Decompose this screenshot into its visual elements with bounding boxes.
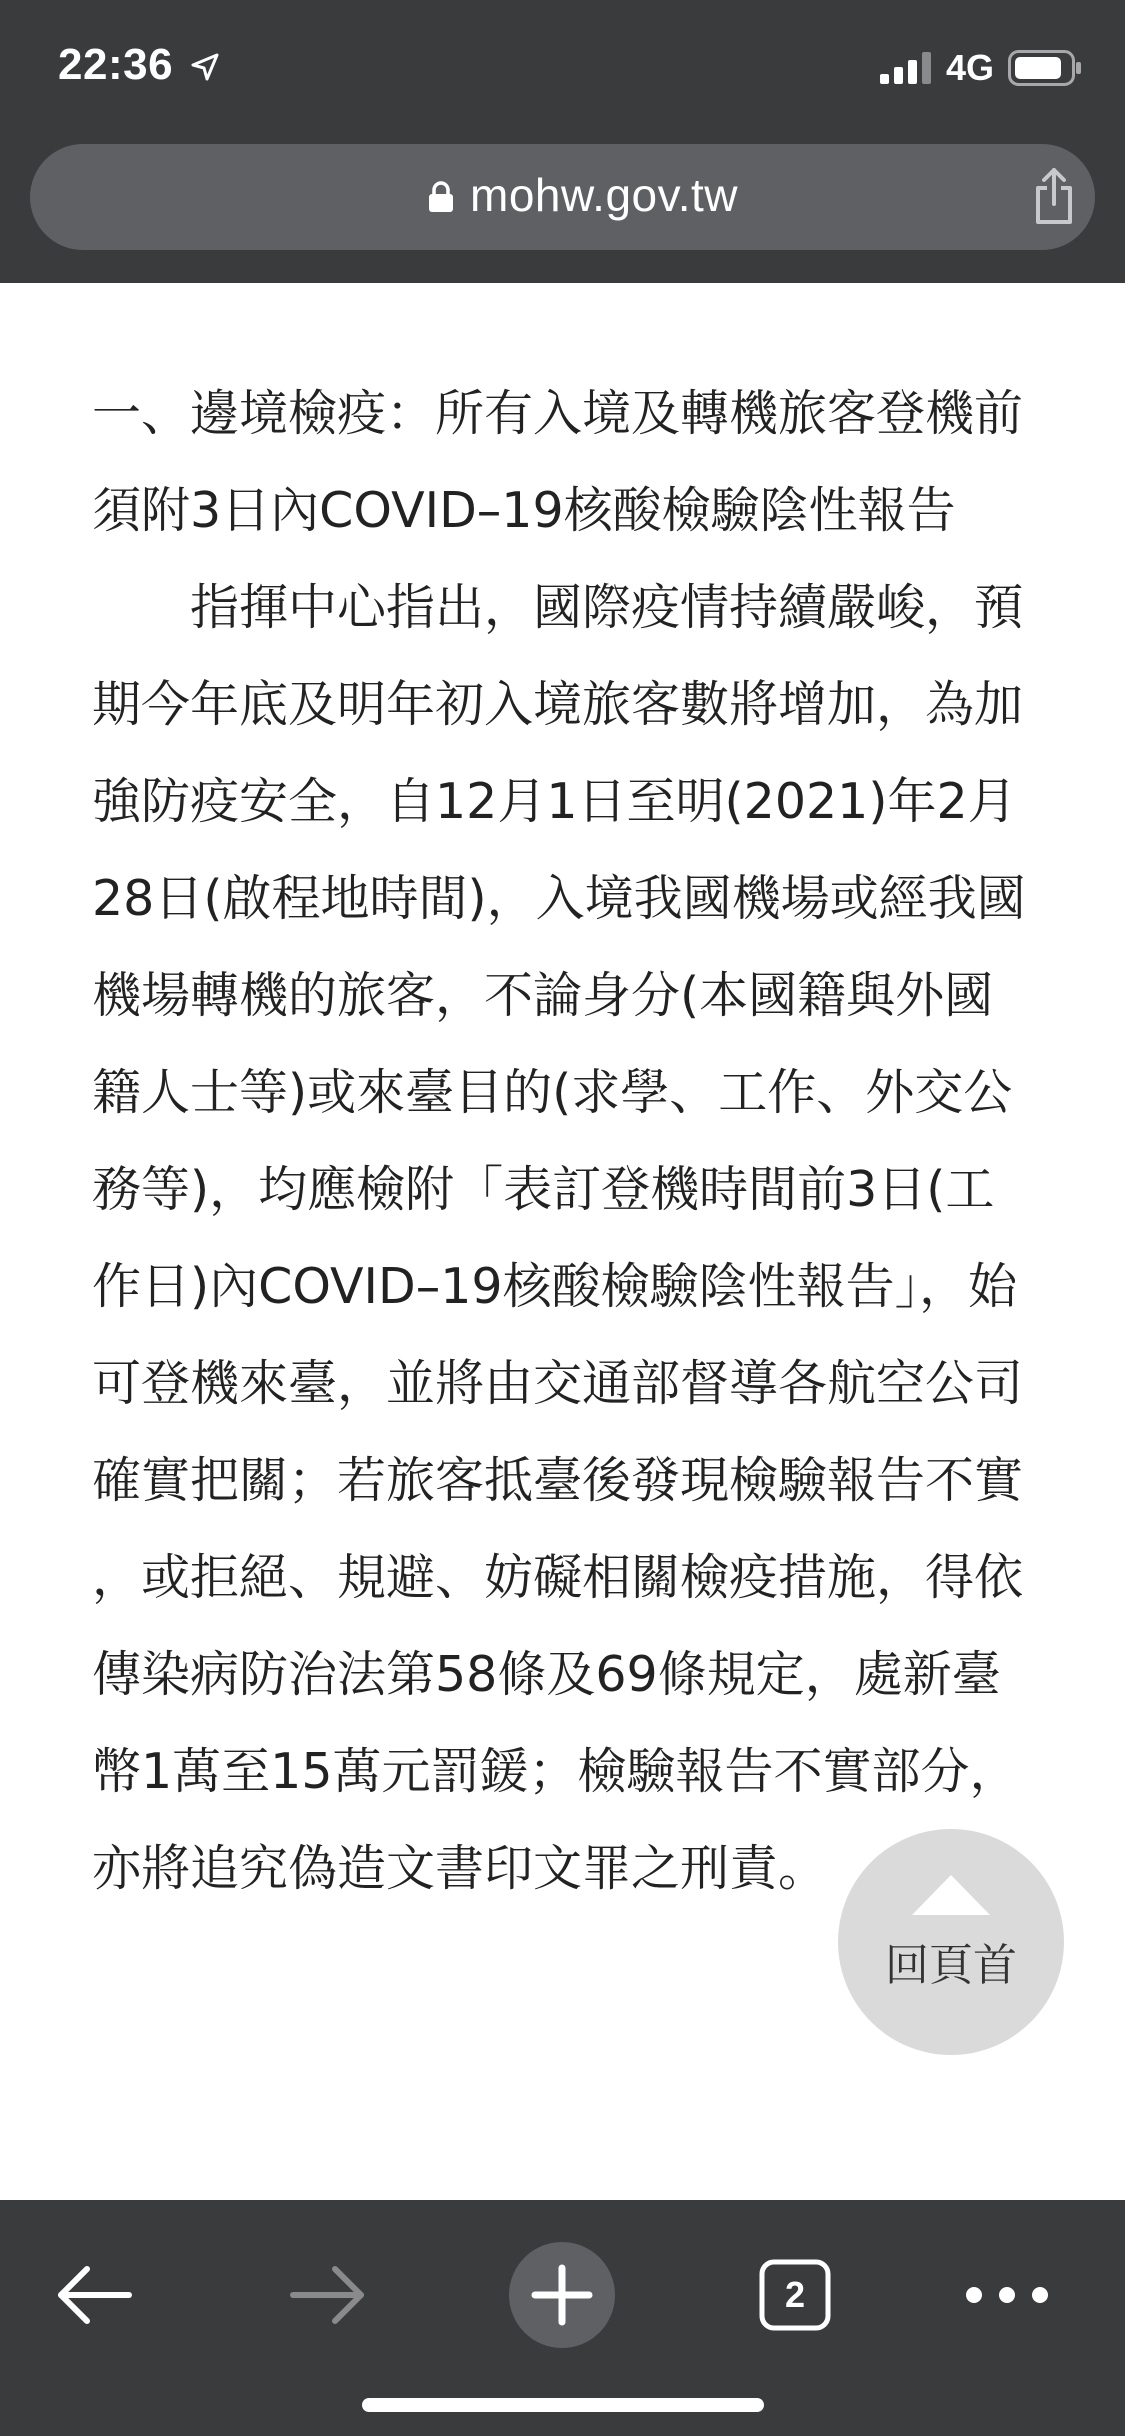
plus-icon xyxy=(507,2240,617,2350)
new-tab-button[interactable] xyxy=(507,2240,617,2350)
cellular-signal-icon xyxy=(880,52,932,84)
tabs-button[interactable] xyxy=(740,2240,850,2350)
status-time: 22:36 xyxy=(58,40,174,89)
arrow-right-icon xyxy=(287,2263,367,2327)
url-text[interactable]: mohw.gov.tw xyxy=(470,169,738,221)
back-to-top-label: 回頁首 xyxy=(885,1940,1017,1991)
url-bar[interactable] xyxy=(30,144,1095,250)
top-chrome xyxy=(0,0,1125,283)
back-to-top-button[interactable] xyxy=(838,1829,1064,2055)
battery-icon xyxy=(1008,50,1082,86)
back-button[interactable] xyxy=(40,2240,150,2350)
more-dots-icon xyxy=(962,2283,1052,2307)
network-label: 4G xyxy=(946,47,995,88)
location-arrow-icon xyxy=(190,52,220,82)
lock-icon xyxy=(428,181,454,213)
article-heading: 一、邊境檢疫：所有入境及轉機旅客登機前須附3日內COVID–19核酸檢驗陰性報告 xyxy=(92,385,1024,539)
home-indicator xyxy=(362,2398,764,2412)
forward-button[interactable] xyxy=(272,2240,382,2350)
article-content xyxy=(92,365,1037,1917)
arrow-left-icon xyxy=(55,2263,135,2327)
article-body: 指揮中心指出，國際疫情持續嚴峻，預期今年底及明年初入境旅客數將增加，為加強防疫安全，自12月1日至明(2021)年2月28日(啟程地時間)，入境我國機場或經我國機場轉機的旅客，不論身分(本國籍與外國籍人士等)或來臺目的(求學、工作、外交公務等)，均應檢附「表訂登機時間前3日(工作日)內COVID–19核酸檢驗陰性報告」，始可登機來臺，並將由交通部督導各航空公司確實把關；若旅客抵臺後發現檢驗報告不實，或拒絕、規避、妨礙相關檢疫措施，得依傳染病防治法第58條及69條規定，處新臺幣1萬至15萬元罰鍰；檢驗報告不實部分，亦將追究偽造文書印文罪之刑責。 xyxy=(92,579,1026,1897)
chevron-up-icon xyxy=(908,1871,994,1921)
share-icon[interactable] xyxy=(1030,166,1078,226)
more-menu-button[interactable] xyxy=(952,2240,1062,2350)
tab-count: 2 xyxy=(784,2274,806,2315)
